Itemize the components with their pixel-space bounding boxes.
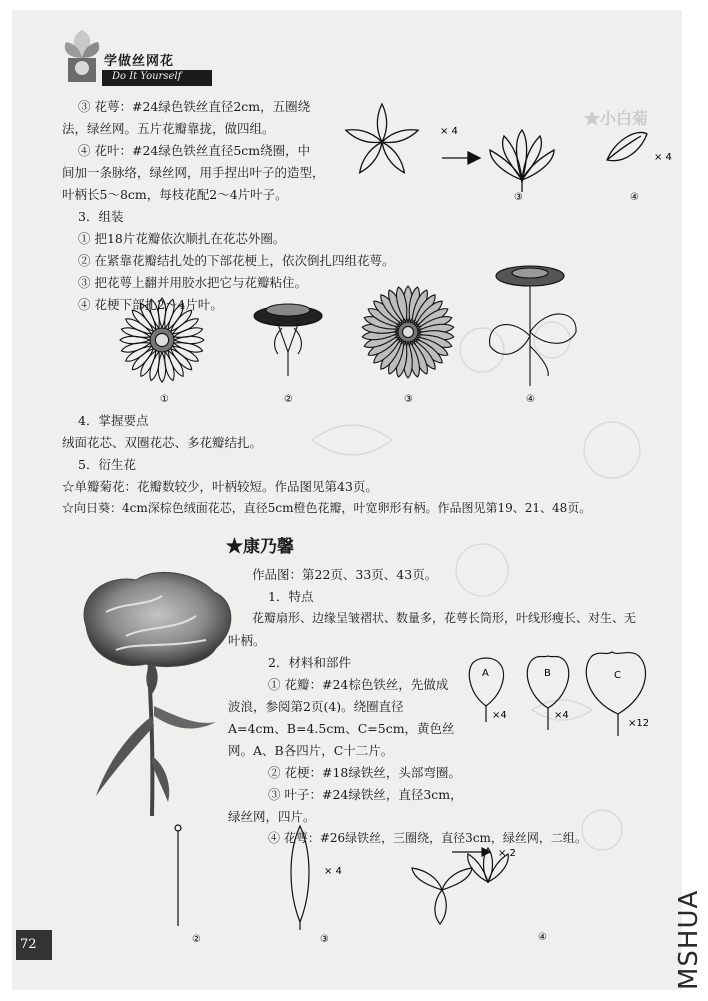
assembly-figure (100, 246, 580, 404)
leaf-part (291, 826, 309, 930)
stem-part (175, 825, 181, 926)
petal (168, 346, 194, 372)
petal-a-count: ×4 (492, 710, 507, 721)
flower-center-inner (155, 333, 168, 346)
calyx-three-part (412, 868, 472, 924)
carnation-feature-heading: 1．特点 (268, 589, 314, 604)
calyx-multiplier: × 4 (440, 126, 458, 137)
text-calyx-line2: 法，绿丝网。五片花瓣靠拢，做四组。 (62, 121, 275, 136)
leaf-multiplier: × 4 (654, 152, 672, 163)
carnation-feature-line2: 叶柄。 (228, 633, 266, 648)
header-title: 学做丝网花 (104, 54, 175, 69)
text-leaf-line3: 叶柄长5～8cm，每枝花配2～4片叶子。 (62, 187, 288, 202)
text-assembly-step2: ② 在紧靠花瓣结扎处的下部花梗上，依次倒扎四组花萼。 (78, 253, 395, 268)
text-derived-heading: 5．衍生花 (78, 457, 136, 472)
carnation-materials-heading: 2．材料和部件 (268, 655, 351, 670)
assembly-label-2: ② (284, 394, 293, 404)
assembly-label-4: ④ (526, 394, 535, 404)
petal-c-label: C (614, 670, 621, 681)
figure-label-4: ④ (630, 192, 639, 200)
petal-a-label: A (482, 668, 489, 679)
text-assembly-step4: ④ 花梗下部扎2～4片叶。 (78, 297, 223, 312)
petal-b-label: B (544, 668, 551, 679)
carnation-works-pages: 作品图：第22页、33页、43页。 (252, 567, 438, 582)
parts-label-3: ③ (320, 934, 329, 945)
text-assembly-heading: 3．组装 (78, 209, 124, 224)
text-keypoints: 绒面花芯、双圈花芯、多花瓣结扎。 (62, 435, 263, 450)
petal-a-shape (469, 658, 503, 706)
parts-label-2: ② (192, 934, 201, 945)
carnation-petal-line3: A=4cm、B=4.5cm、C=5cm，黄色丝 (228, 721, 455, 736)
text-derived-sunflower: ☆向日葵：4cm深棕色绒面花芯，直径5cm橙色花瓣，叶宽卵形有柄。作品图见第19、21、48页。 (62, 501, 592, 515)
leaf-shape (607, 132, 647, 160)
carnation-petal-line4: 网。A、B各四片，C十二片。 (228, 743, 394, 758)
carnation-leaf-line2: 绿丝网，四片。 (228, 809, 316, 824)
text-calyx-line1: ③ 花萼：#24绿色铁丝直径2cm，五圈绕 (78, 99, 311, 114)
text-assembly-step3: ③ 把花萼上翻并用胶水把它与花瓣粘住。 (78, 275, 307, 290)
petal (168, 308, 194, 334)
parts-figure (152, 822, 552, 946)
book-page (12, 10, 682, 990)
watermark-text: MSHUA (674, 889, 704, 990)
flower-center-inner (403, 327, 414, 338)
daisy-top-view (120, 298, 204, 382)
text-keypoints-heading: 4．掌握要点 (78, 413, 149, 428)
petal (130, 308, 156, 334)
leaf-count: × 4 (324, 866, 342, 877)
calyx-count: × 2 (498, 848, 516, 859)
carnation-feature-line1: 花瓣扇形、边缘呈皱褶状、数量多，花萼长筒形，叶线形瘦长、对生、无 (252, 611, 637, 625)
petal-sizes-figure (456, 646, 672, 746)
petal (130, 346, 156, 372)
header-subtitle: Do It Yourself (112, 71, 182, 82)
daisy-side-view (254, 304, 322, 376)
carnation-calyx-line: ④ 花萼：#26绿铁丝，三圈绕，直径3cm，绿丝网，二组。 (268, 831, 587, 845)
calyx-star (344, 104, 419, 175)
dense-flower (362, 286, 454, 378)
petal-c-shape (586, 652, 645, 714)
carnation-stem-line: ② 花梗：#18绿铁丝，头部弯圈。 (268, 765, 461, 780)
flower-logo-icon (62, 28, 102, 84)
calyx-bundle (490, 130, 554, 192)
carnation-petal-line2: 波浪，参阅第2页(4)。绕圈直径 (228, 699, 404, 714)
flower-with-leaves (490, 266, 577, 386)
carnation-title: ★康乃馨 (226, 537, 294, 557)
page-number: 72 (20, 937, 37, 952)
text-leaf-line2: 间加一条脉络，绿丝网，用手捏出叶子的造型， (62, 165, 325, 180)
carnation-leaf-line1: ③ 叶子：#24绿铁丝，直径3cm， (268, 787, 463, 802)
figure-label-3: ③ (514, 192, 523, 200)
assembly-label-1: ① (160, 394, 169, 404)
calyx-leaf-figure (342, 100, 672, 200)
petal-b-count: ×4 (554, 710, 569, 721)
parts-label-4: ④ (538, 932, 547, 943)
text-derived-chrysanthemum: ☆单瓣菊花：花瓣数较少，叶柄较短。作品图见第43页。 (62, 479, 378, 494)
bleed-through-title: ★小白菊 (584, 109, 649, 128)
petal-b-shape (527, 656, 569, 708)
petal-c-count: ×12 (628, 718, 650, 729)
text-assembly-step1: ① 把18片花瓣依次顺扎在花芯外圈。 (78, 231, 286, 246)
text-leaf-line1: ④ 花叶：#24绿色铁丝直径5cm绕圈，中 (78, 143, 311, 158)
carnation-petal-line1: ① 花瓣：#24棕色铁丝，先做成 (268, 677, 449, 692)
assembly-label-3: ③ (404, 394, 413, 404)
